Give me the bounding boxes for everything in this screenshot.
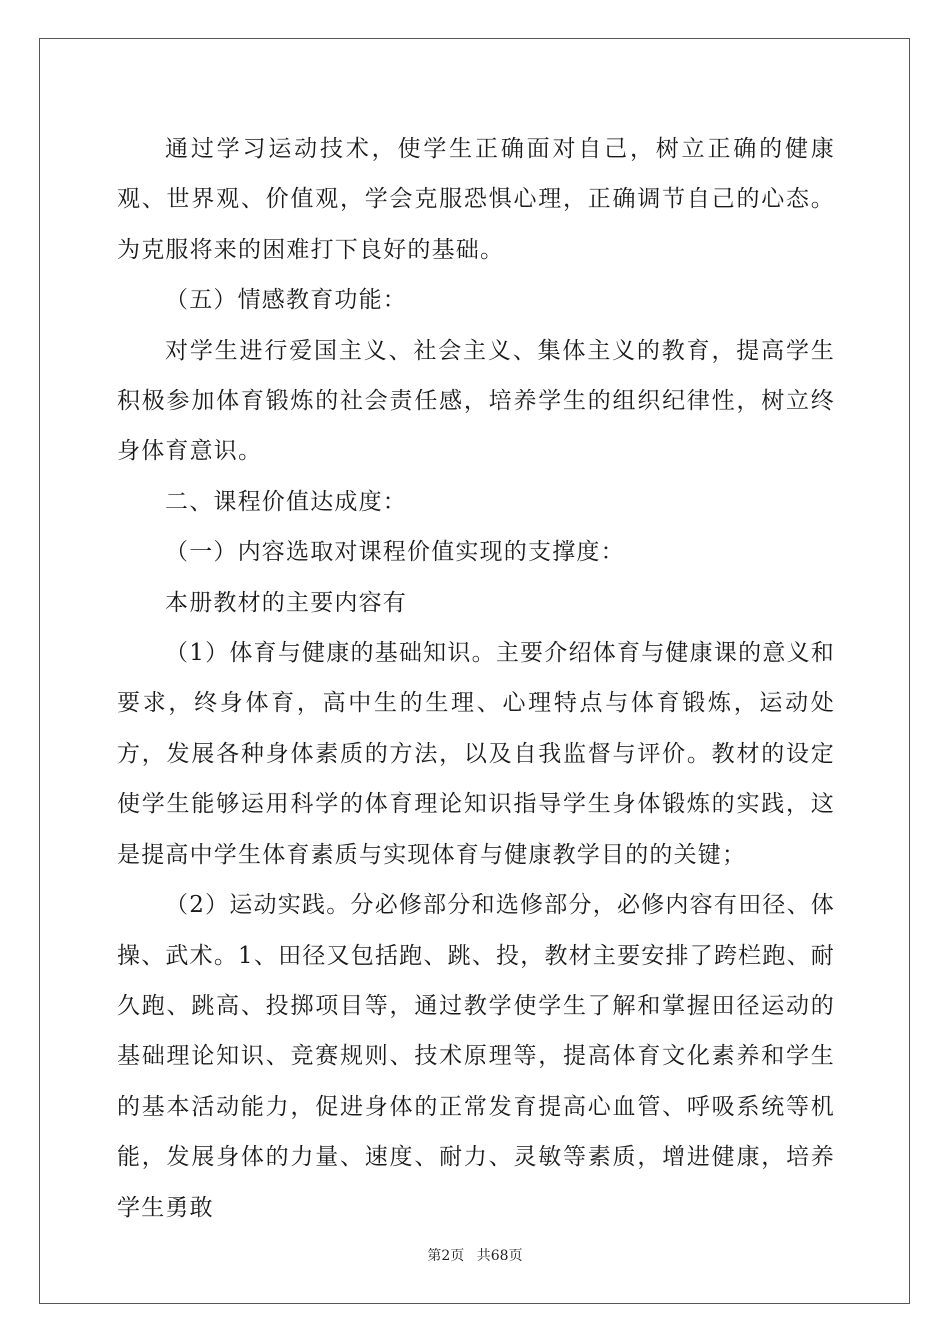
section-heading: （一）内容选取对课程价值实现的支撑度： <box>165 539 625 566</box>
section-heading: （五）情感教育功能： <box>165 287 407 314</box>
current-page-number: 第2页 <box>427 1248 465 1264</box>
section-heading: 二、课程价值达成度： <box>165 488 407 515</box>
total-page-count: 共68页 <box>476 1248 523 1264</box>
paragraph: （1）体育与健康的基础知识。主要介绍体育与健康课的意义和要求，终身体育，高中生的生理、心理特点与体育锻炼，运动处方，发展各种身体素质的方法，以及自我监督与评价。教材的设定使学生能够运用科学的体育理论知识指导学生身体锻炼的实践，这是提高中学生体育素质与实现体育与健康教学目的的关键； <box>117 640 835 868</box>
paragraph: 对学生进行爱国主义、社会主义、集体主义的教育，提高学生积极参加体育锻炼的社会责任感，培养学生的组织纪律性，树立终身体育意识。 <box>117 337 835 465</box>
page-footer <box>0 1245 950 1265</box>
paragraph: 本册教材的主要内容有 <box>165 589 407 616</box>
paragraph: （2）运动实践。分必修部分和选修部分，必修内容有田径、体操、武术。1、田径又包括跑、跳、投，教材主要安排了跨栏跑、耐久跑、跳高、投掷项目等，通过教学使学生了解和掌握田径运动的基础理论知识、竞赛规则、技术原理等，提高体育文化素养和学生的基本活动能力，促进身体的正常发育提高心血管、呼吸系统等机能，发展身体的力量、速度、耐力、灵敏等素质，增进健康，培养学生勇敢 <box>117 892 835 1221</box>
document-body <box>117 124 835 1233</box>
paragraph: 通过学习运动技术，使学生正确面对自己，树立正确的健康观、世界观、价值观，学会克服恐惧心理，正确调节自己的心态。为克服将来的困难打下良好的基础。 <box>117 136 835 263</box>
